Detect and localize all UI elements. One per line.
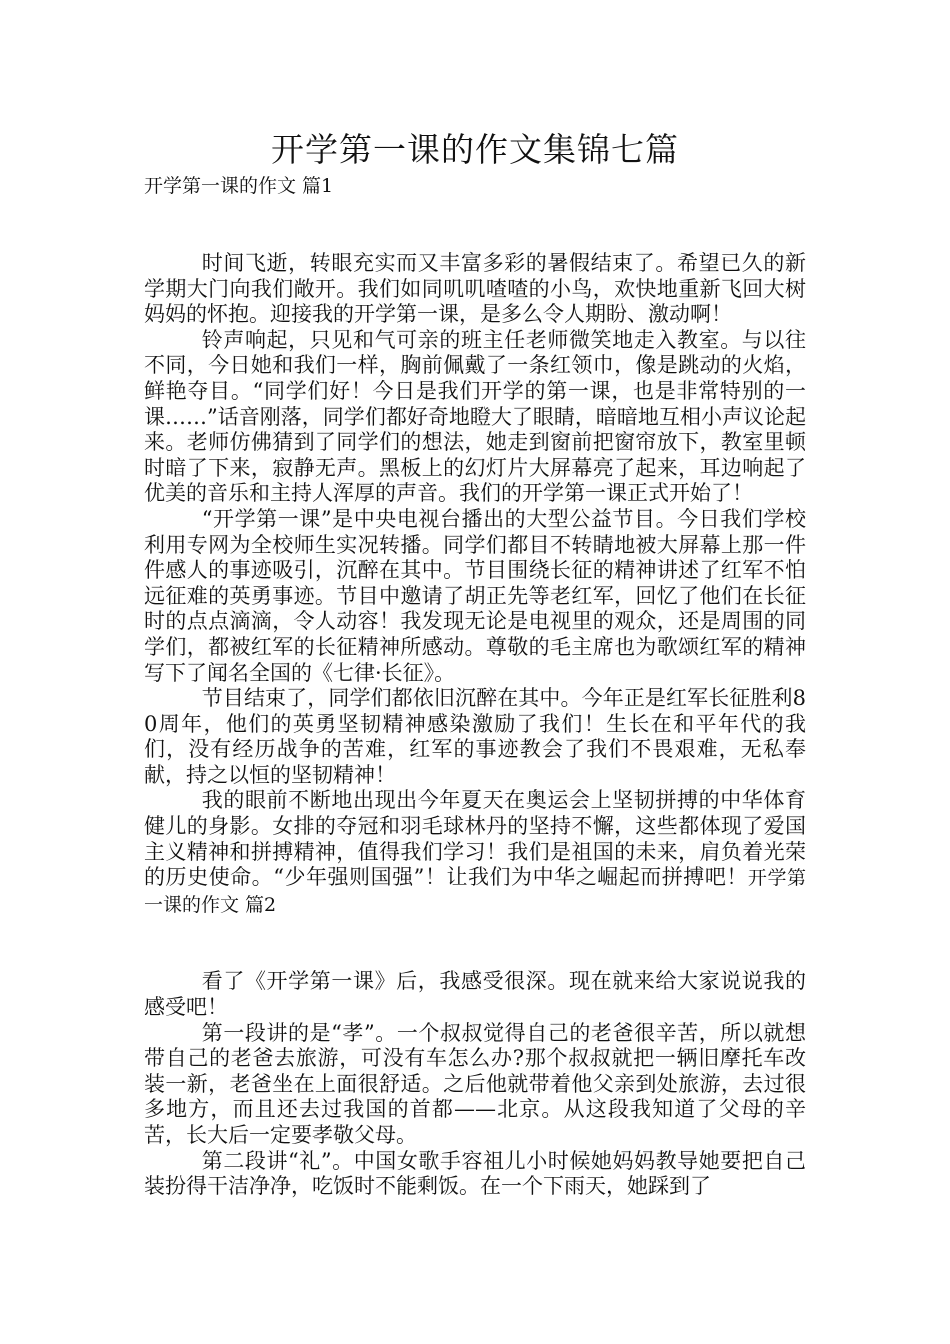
section-1-paragraph-2: 铃声响起，只见和气可亲的班主任老师微笑地走入教室。与以往不同，今日她和我们一样，胸前佩戴了一条红领巾，像是跳动的火焰，鲜艳夺目。“同学们好！今日是我们开学的第一课，也是非常特别的一课……”话音刚落，同学们都好奇地瞪大了眼睛，暗暗地互相小声议论起来。老师仿佛猜到了同学们的想法，她走到窗前把窗帘放下，教室里顿时暗了下来，寂静无声。黑板上的幻灯片大屏幕亮了起来，耳边响起了优美的音乐和主持人浑厚的声音。我们的开学第一课正式开始了！ [144,327,806,506]
section-1-paragraph-5-text: 我的眼前不断地出现出今年夏天在奥运会上坚韧拼搏的中华体育健儿的身影。女排的夺冠和羽毛球林丹的坚持不懈，这些都体现了爱国主义精神和拼搏精神，值得我们学习！我们是祖国的未来，肩负着光荣的历史使命。“少年强则国强”！让我们为中华之崛起而拼搏吧！ [144,788,806,890]
document-page [144,128,806,1200]
document-title: 开学第一课的作文集锦七篇 [271,130,679,169]
section-1-paragraph-5 [144,788,806,918]
section-1-heading: 开学第一课的作文 篇1 [144,175,334,197]
section-2-heading: 开学第一课的作文 篇2 [144,867,806,916]
section-1-paragraph-3: “开学第一课”是中央电视台播出的大型公益节目。今日我们学校利用专网为全校师生实况转播。同学们都目不转睛地被大屏幕上那一件件感人的事迹吸引，沉醉在其中。节目围绕长征的精神讲述了红军不怕远征难的英勇事迹。节目中邀请了胡正先等老红军，回忆了他们在长征时的点点滴滴，令人动容！我发现无论是电视里的观众，还是周围的同学们，都被红军的长征精神所感动。尊敬的毛主席也为歌颂红军的精神写下了闻名全国的《七律·长征》。 [144,506,806,685]
section-1-paragraph-1: 时间飞逝，转眼充实而又丰富多彩的暑假结束了。希望已久的新学期大门向我们敞开。我们如同叽叽喳喳的小鸟，欢快地重新飞回大树妈妈的怀抱。迎接我的开学第一课，是多么令人期盼、激动啊！ [144,251,806,327]
section-2-paragraph-2: 第一段讲的是“孝”。一个叔叔觉得自己的老爸很辛苦，所以就想带自己的老爸去旅游，可没有车怎么办?那个叔叔就把一辆旧摩托车改装一新，老爸坐在上面很舒适。之后他就带着他父亲到处旅游，去过很多地方，而且还去过我国的首都——北京。从这段我知道了父母的辛苦，长大后一定要孝敬父母。 [144,1020,806,1147]
section-1-paragraph-4: 节目结束了，同学们都依旧沉醉在其中。今年正是红军长征胜利80周年，他们的英勇坚韧精神感染激励了我们！生长在和平年代的我们，没有经历战争的苦难，红军的事迹教会了我们不畏艰难，无私奉献，持之以恒的坚韧精神！ [144,686,806,787]
section-2-paragraph-1: 看了《开学第一课》后，我感受很深。现在就来给大家说说我的感受吧！ [144,969,806,1020]
section-2-spacer [144,918,806,969]
section-1-spacer [144,200,806,251]
section-2-paragraph-3: 第二段讲“礼”。中国女歌手容祖儿小时候她妈妈教导她要把自己装扮得干洁净净，吃饭时不能剩饭。在一个下雨天，她踩到了 [144,1148,806,1199]
